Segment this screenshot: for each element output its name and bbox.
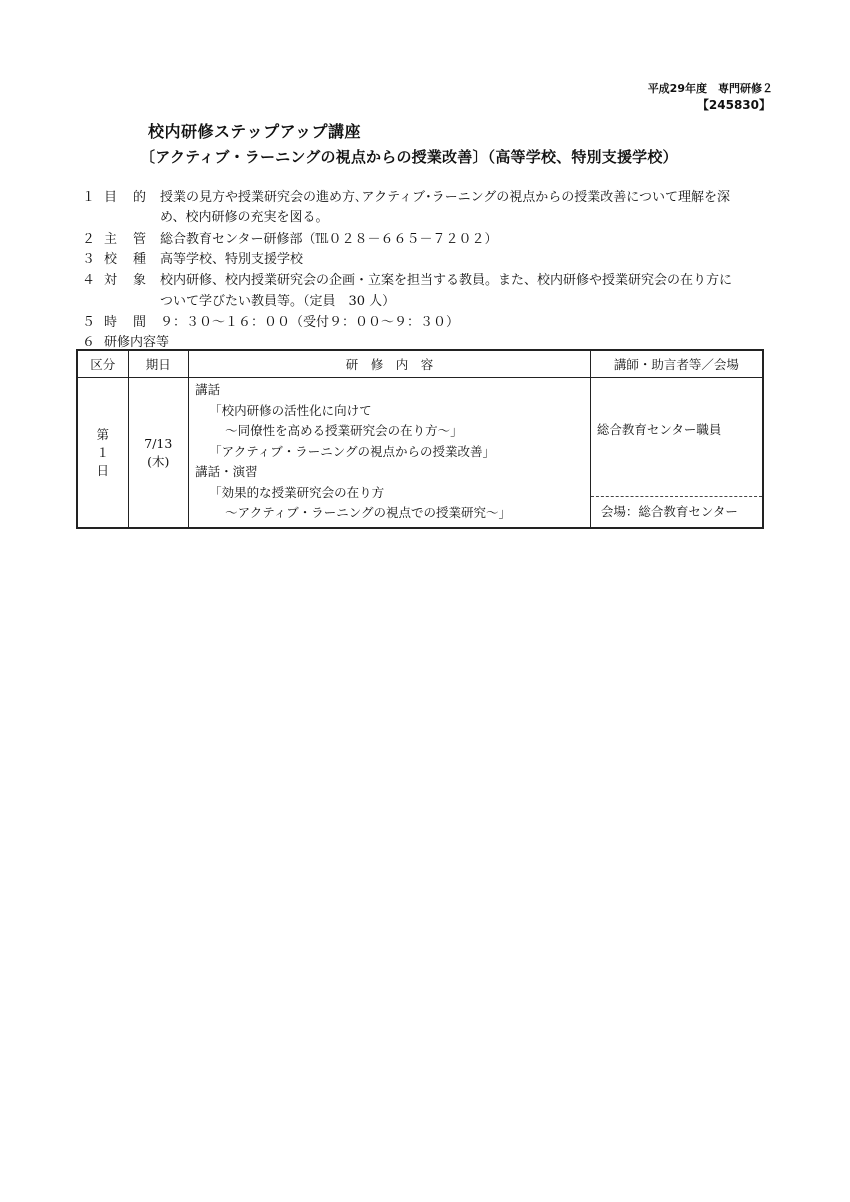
item-label: 対 象: [104, 273, 146, 288]
column-header: 期日: [128, 350, 189, 378]
page-subtitle: 〔アクティブ・ラーニングの視点からの授業改善〕（高等学校、特別支援学校）: [140, 148, 678, 166]
item-text: 総合教育センター研修部（℡０２８－６６５－７２０２）: [160, 232, 498, 247]
item-text: 校内研修、校内授業研究会の企画・立案を担当する教員。また、校内研修や授業研究会の在り方に: [160, 273, 733, 288]
session-type: 講話・演習: [195, 464, 258, 479]
schedule-table: [76, 349, 764, 529]
dashed-divider: [591, 496, 762, 497]
session-topic: ～アクティブ・ラーニングの視点での授業研究～」: [225, 505, 511, 520]
day-cell: 第 １ 日: [77, 378, 128, 529]
item-number: ６: [82, 335, 96, 350]
session-type: 講話: [195, 382, 221, 397]
date-cell: 7/13 (木): [128, 378, 189, 529]
table-row: [77, 378, 763, 529]
item-text: 授業の見方や授業研究会の進め方､アクティブ･ラーニングの視点からの授業改善について理解を深: [160, 190, 731, 205]
item-number: ３: [82, 252, 96, 267]
column-header: 区分: [77, 350, 128, 378]
column-header: 講師・助言者等／会場: [590, 350, 763, 378]
fiscal-year-label: 平成29年度 専門研修２: [647, 82, 773, 95]
venue: 会場：総合教育センター: [600, 504, 738, 519]
session-topic: 「アクティブ・ラーニングの視点からの授業改善」: [209, 443, 495, 459]
item-text: ついて学びたい教員等。（定員 30 人）: [160, 294, 396, 309]
item-text: ９：３０～１６：００（受付９：００～９：３０）: [160, 315, 460, 330]
item-number: ２: [82, 232, 96, 247]
lecturer-name: 総合教育センター職員: [596, 422, 722, 437]
item-label: 主 管: [104, 232, 146, 247]
item-text: め、校内研修の充実を図る。: [160, 210, 329, 225]
session-topic: 「校内研修の活性化に向けて: [209, 402, 372, 418]
item-label: 時 間: [104, 315, 146, 330]
lecturer-cell: [590, 378, 763, 529]
session-topic: ～同僚性を高める授業研究会の在り方～」: [225, 423, 463, 438]
item-text: 高等学校、特別支援学校: [160, 252, 304, 267]
page-title: 校内研修ステップアップ講座: [148, 122, 362, 141]
content-cell: [189, 378, 591, 529]
course-code: 【245830】: [696, 98, 771, 112]
item-number: ４: [82, 273, 96, 288]
item-number: ５: [82, 315, 96, 330]
column-header: 研 修 内 容: [189, 350, 591, 378]
item-label: 目 的: [104, 190, 146, 205]
item-label: 研修内容等: [104, 335, 170, 350]
item-label: 校 種: [104, 252, 146, 267]
item-number: １: [82, 190, 96, 205]
table-header-row: [77, 350, 763, 378]
session-topic: 「効果的な授業研究会の在り方: [209, 484, 385, 500]
